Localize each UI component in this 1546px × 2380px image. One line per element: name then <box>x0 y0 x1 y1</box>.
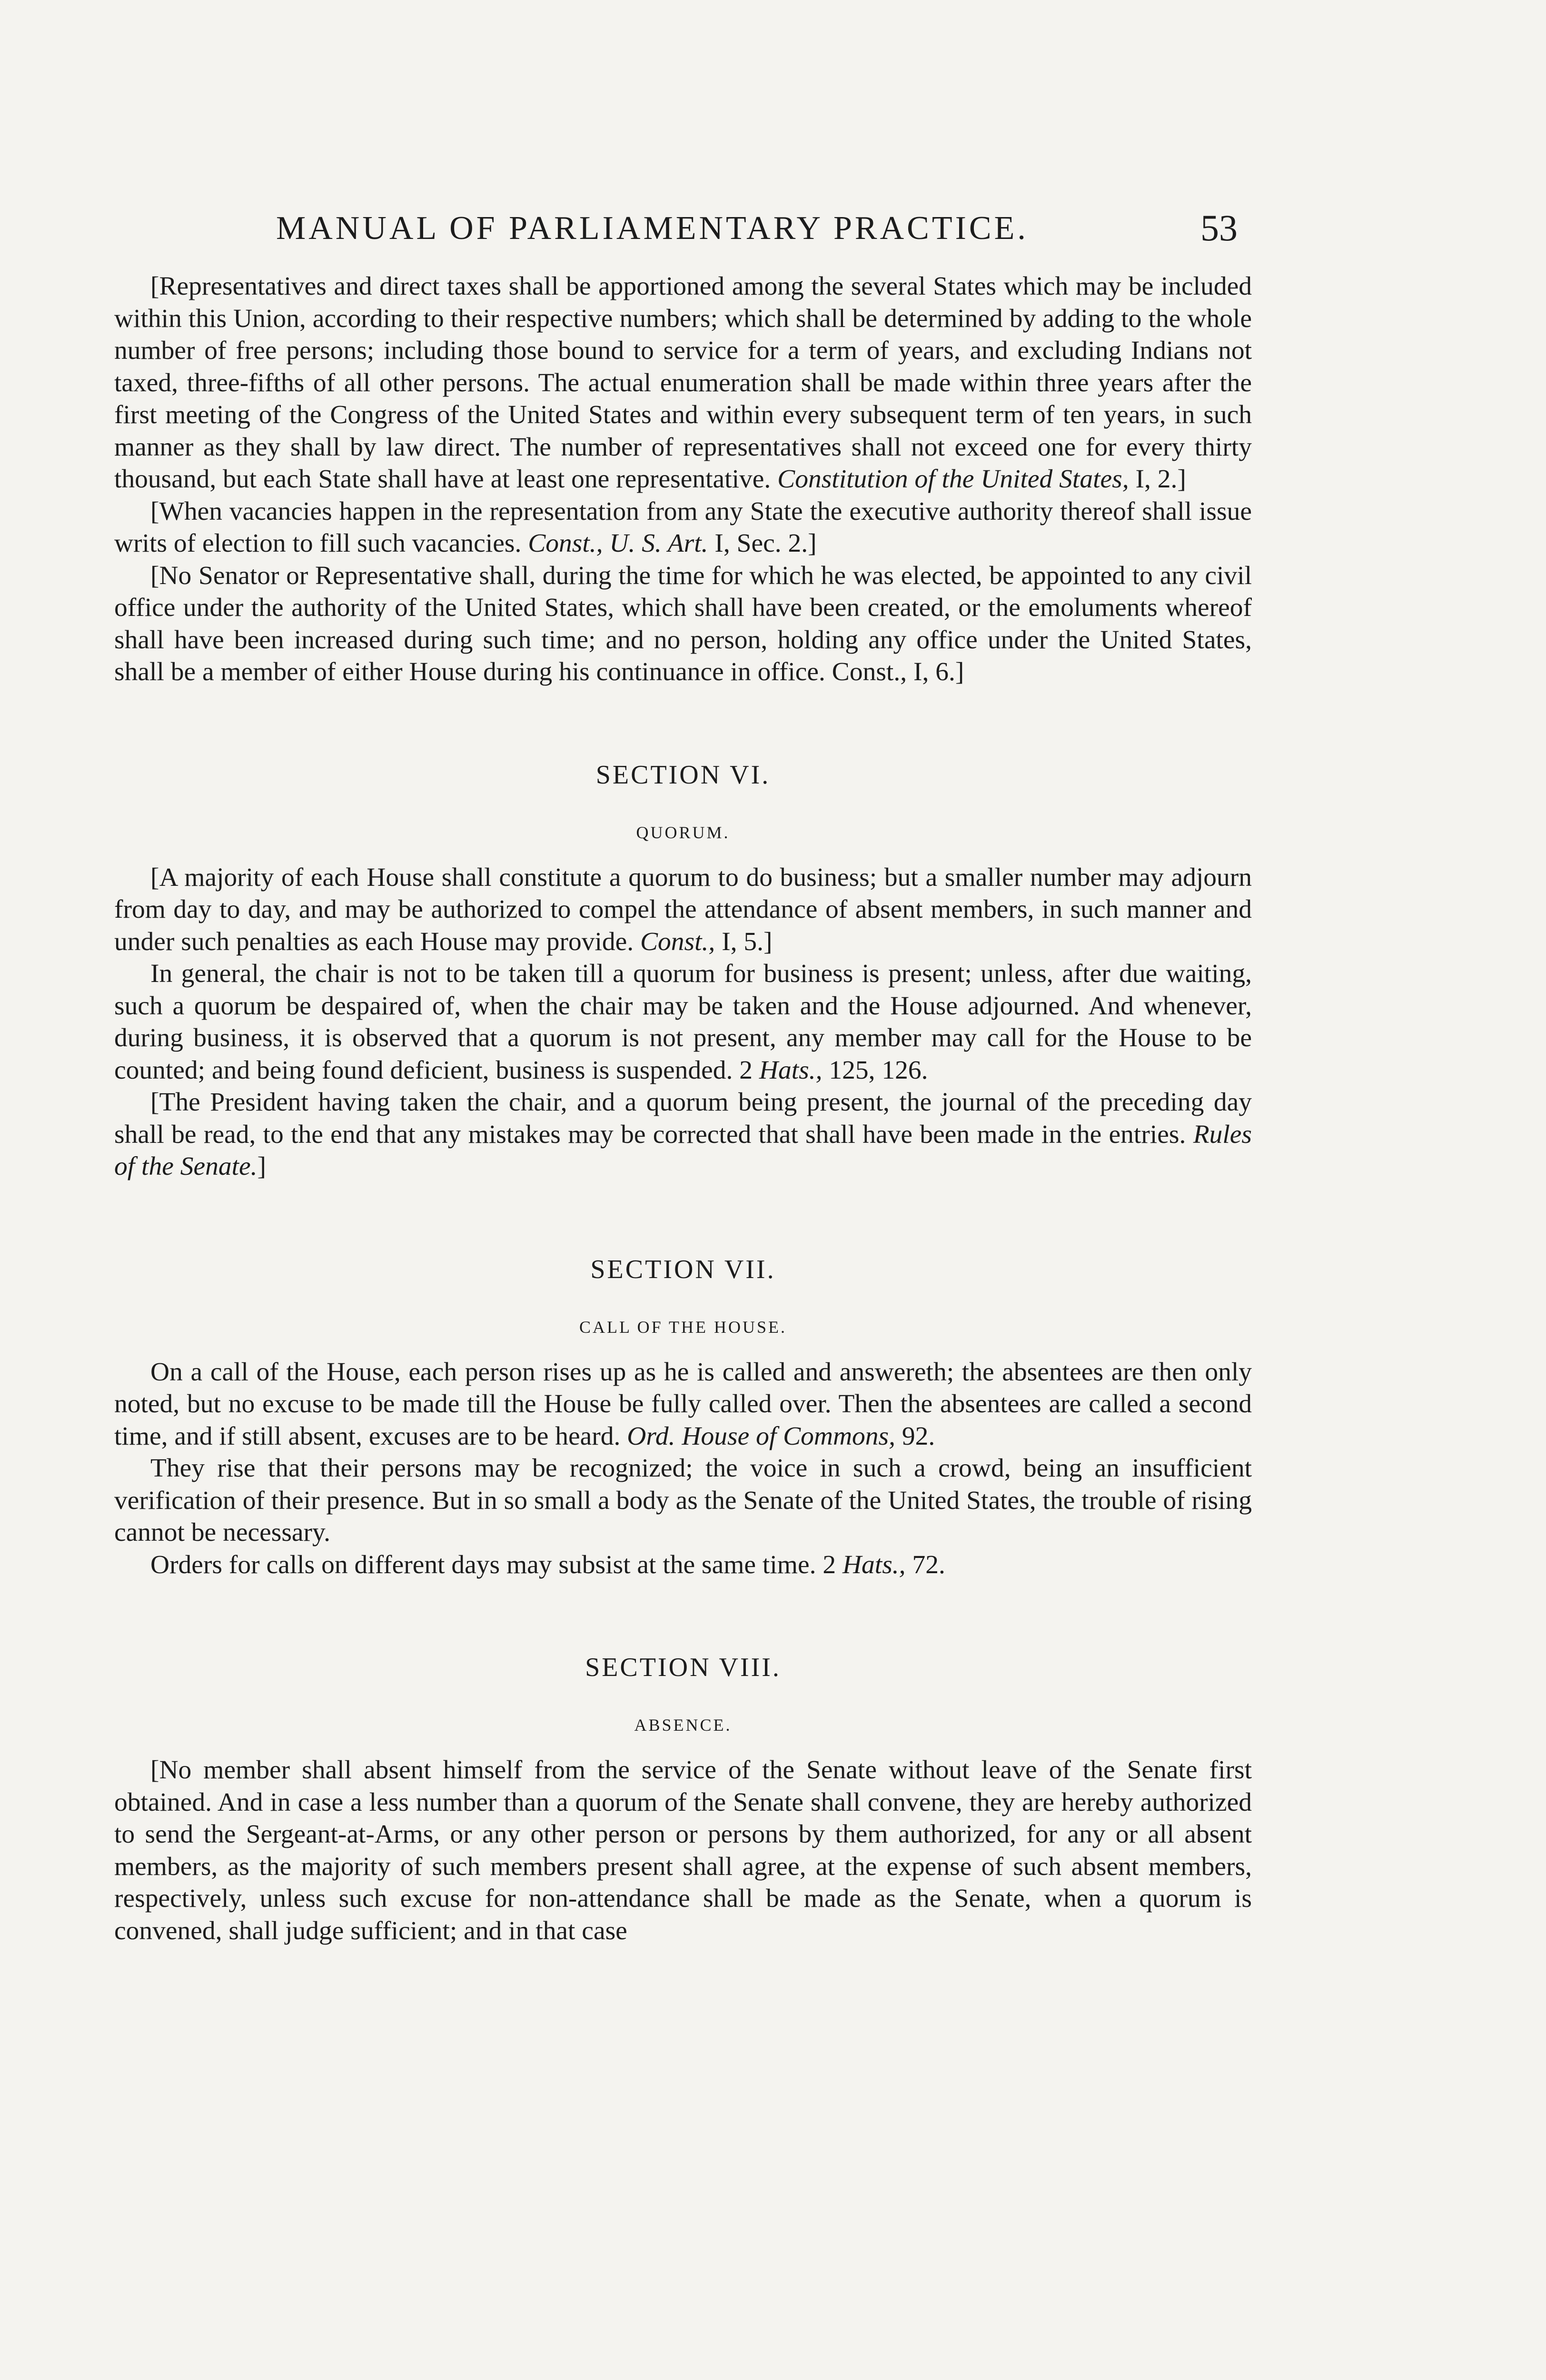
paragraph-tail: ] <box>257 1152 267 1181</box>
paragraph <box>114 1549 1252 1581</box>
paragraph <box>114 270 1252 496</box>
citation: Hats., <box>759 1055 823 1085</box>
paragraph-tail: 72. <box>905 1550 945 1579</box>
running-title: MANUAL OF PARLIAMENTARY PRACTICE. <box>276 210 1029 247</box>
section-heading: SECTION VIII. <box>585 1653 781 1682</box>
paragraph-text: [No Senator or Representative shall, during the time for which he was elected, be appointed to any civil office under the authority of the United States, which shall have been created, or the emoluments whereof shall have been increased during such time; and no person, holding any office under the United States, shall be a member of either House during his continuance in office. Const., I, 6.] <box>114 561 1252 686</box>
paragraph <box>114 1086 1252 1183</box>
paragraph-text: [When vacancies happen in the representation from any State the executive authority thereof shall issue writs of election to fill such vacancies. <box>114 496 1252 558</box>
paragraph <box>114 1754 1252 1947</box>
paragraph-tail: I, Sec. 2.] <box>708 529 817 558</box>
document-page <box>114 209 1252 1947</box>
paragraph-text: In general, the chair is not to be taken till a quorum for business is present; unless, after due waiting, such a quorum be despaired of, when the chair may be taken and the House adjourned. And whenever, during business, it is observed that a quorum is not present, any member may call for the House to be counted; and being found deficient, business is suspended. 2 <box>114 959 1252 1085</box>
paragraph-text: Orders for calls on different days may subsist at the same time. 2 <box>150 1550 842 1579</box>
paragraph-tail: 92. <box>895 1421 935 1451</box>
page-number: 53 <box>1200 207 1238 248</box>
paragraph-text: They rise that their persons may be recognized; the voice in such a crowd, being an insufficient verification of their presence. But in so small a body as the Senate of the United States, the trouble of rising cannot be necessary. <box>114 1454 1252 1547</box>
paragraph <box>114 1356 1252 1453</box>
paragraph-tail: 125, 126. <box>822 1055 928 1085</box>
citation: Const., U. S. Art. <box>528 529 708 558</box>
citation: Const., <box>640 927 715 956</box>
running-head <box>114 209 1252 262</box>
section-heading: SECTION VII. <box>590 1254 776 1284</box>
citation: Ord. House of Commons, <box>627 1421 896 1451</box>
paragraph <box>114 560 1252 688</box>
citation: Constitution of the United States, <box>777 465 1129 494</box>
paragraph-text: [Representatives and direct taxes shall be apportioned among the several States which may be included within this Union, according to their respective numbers; which shall be determined by adding to the whole number of free persons; including those bound to service for a term of years, and excluding Indians not taxed, three-fifths of all other persons. The actual enumeration shall be made within three years after the first meeting of the Congress of the United States and within every subsequent term of ten years, in such manner as they shall by law direct. The number of representatives shall not exceed one for every thirty thousand, but each State shall have at least one representative. <box>114 272 1252 494</box>
paragraph <box>114 862 1252 958</box>
paragraph-tail: I, 2.] <box>1129 465 1186 494</box>
section-heading: SECTION VI. <box>595 760 771 790</box>
paragraph <box>114 496 1252 560</box>
paragraph <box>114 958 1252 1086</box>
section-subheading: ABSENCE. <box>634 1716 732 1735</box>
section-subheading: QUORUM. <box>636 823 730 842</box>
paragraph-text: [No member shall absent himself from the service of the Senate without leave of the Senate first obtained. And in case a less number than a quorum of the Senate shall convene, they are hereby authorized to send the Sergeant-at-Arms, or any other person or persons by them authorized, for any or all absent members, as the majority of such members present shall agree, at the expense of such absent members, respectively, unless such excuse for non-attendance shall be made as the Senate, when a quorum is convened, shall judge sufficient; and in that case <box>114 1755 1252 1945</box>
paragraph-text: On a call of the House, each person rises up as he is called and answereth; the absentees are then only noted, but no excuse to be made till the House be fully called over. Then the absentees are called a second time, and if still absent, excuses are to be heard. <box>114 1357 1252 1451</box>
citation: Rules of the Senate. <box>114 1120 1252 1181</box>
section-subheading: CALL OF THE HOUSE. <box>579 1317 787 1337</box>
paragraph-text: [A majority of each House shall constitute a quorum to do business; but a smaller number may adjourn from day to day, and may be authorized to compel the attendance of absent members, in such manner and under such penalties as each House may provide. <box>114 863 1252 956</box>
citation: Hats., <box>842 1550 906 1579</box>
paragraph-tail: I, 5.] <box>715 927 773 956</box>
paragraph-text: [The President having taken the chair, and a quorum being present, the journal of the preceding day shall be read, to the end that any mistakes may be corrected that shall have been made in the entries. <box>114 1088 1252 1149</box>
paragraph <box>114 1452 1252 1549</box>
